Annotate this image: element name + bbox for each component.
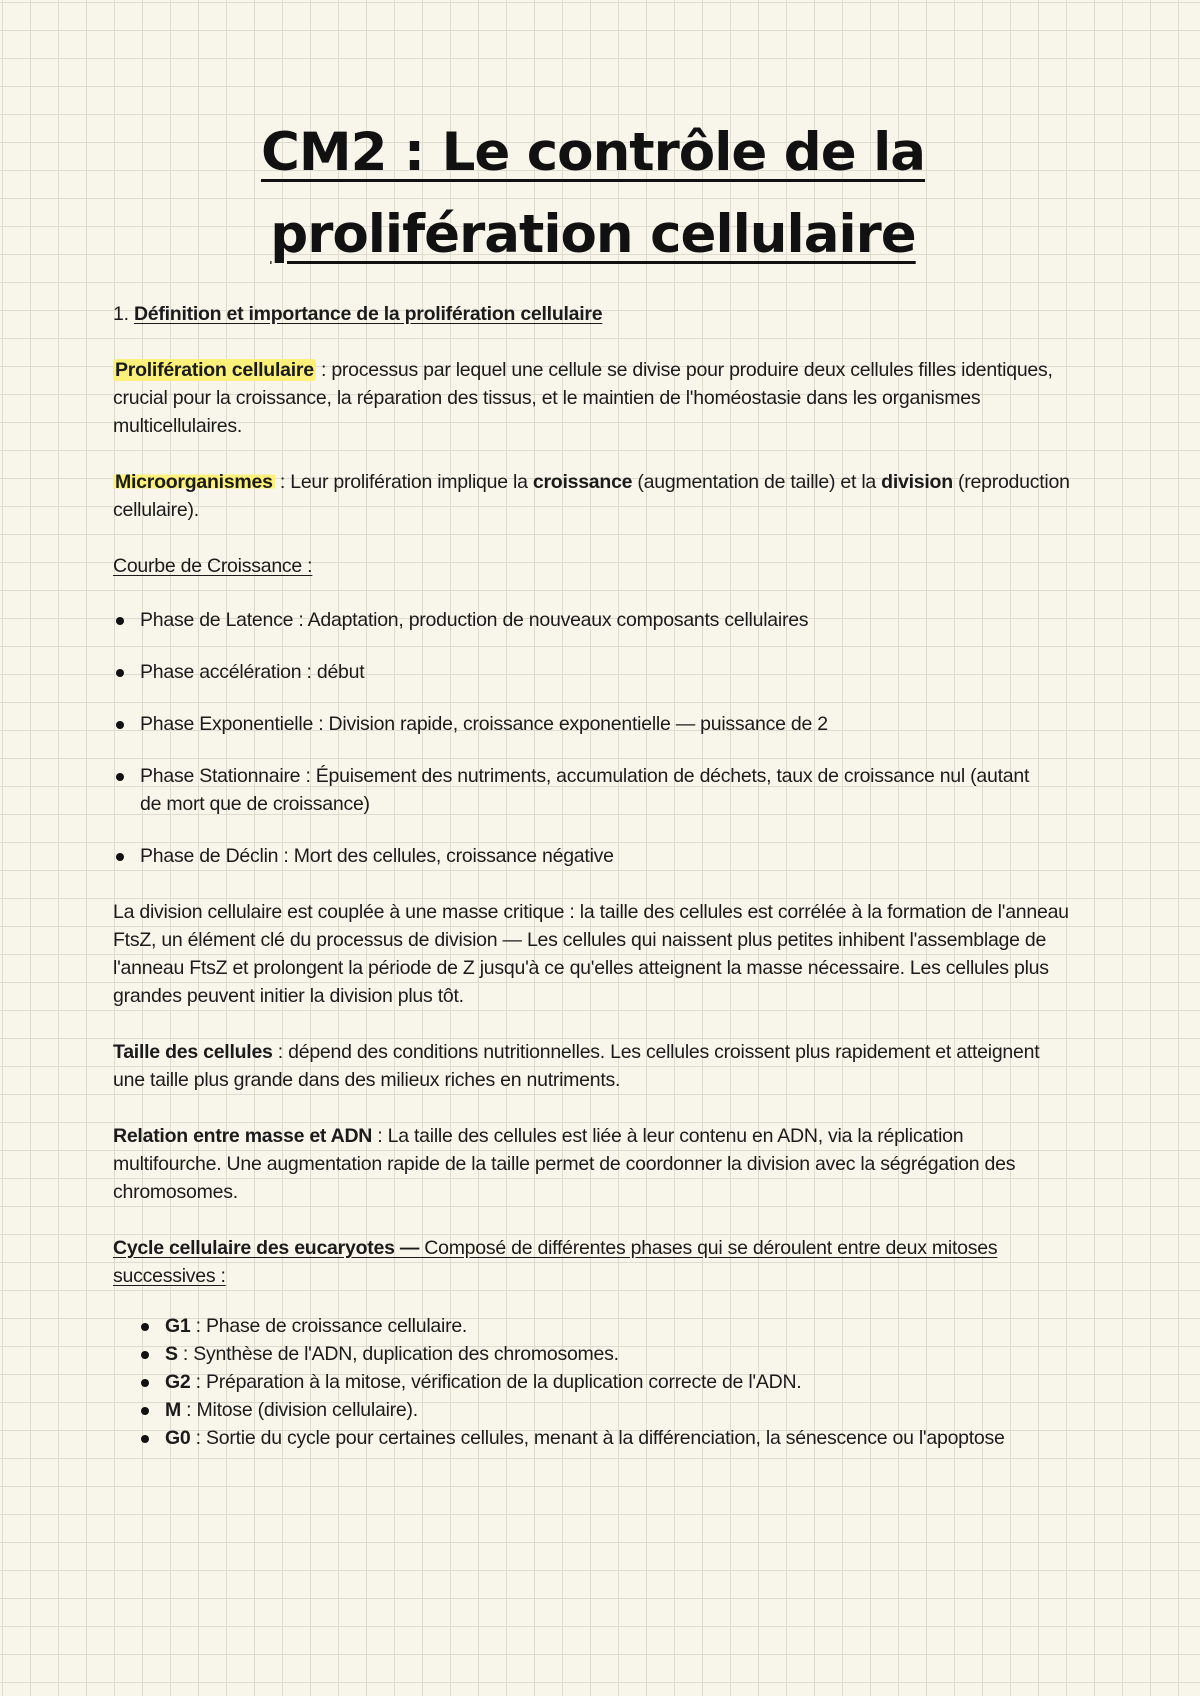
list-item: Phase Stationnaire : Épuisement des nutriments, accumulation de déchets, taux de croissance nul (autant de mort que de croissance) — [113, 762, 1040, 818]
phase-desc: : Sortie du cycle pour certaines cellules, menant à la différenciation, la sénescence ou l'apoptose — [190, 1427, 1005, 1449]
taille-text: : dépend des conditions nutritionnelles. Les cellules croissent plus rapidement et atteignent une taille plus grande dans des milieux riches en nutriments. — [113, 1041, 1040, 1091]
cycle-text: Composé de différentes phases qui se déroulent entre deux mitoses successives : — [113, 1237, 998, 1287]
term-taille: Taille des cellules — [113, 1041, 273, 1063]
term-relation: Relation entre masse et ADN — [113, 1125, 373, 1147]
list-item — [113, 1368, 1073, 1396]
title-line-2: prolifération cellulaire — [270, 204, 916, 265]
list-item — [113, 1424, 1073, 1452]
term-croissance: croissance — [532, 471, 633, 493]
growth-phase-list — [113, 606, 1073, 894]
term-microorganismes: Microorganismes — [115, 471, 273, 493]
term-cycle: Cycle cellulaire des eucaryotes — — [113, 1237, 420, 1259]
list-item: Phase accélération : début — [113, 658, 1073, 686]
paragraph-microorganismes — [113, 468, 1073, 524]
paragraph-taille — [113, 1038, 1073, 1094]
phase-desc: : Synthèse de l'ADN, duplication des chromosomes. — [177, 1343, 619, 1365]
paragraph-division: La division cellulaire est couplée à une masse critique : la taille des cellules est corrélée à la formation de l'anneau FtsZ, un élément clé du processus de division — Les cellules qui naissent plus petites inhibent l'assemblage de l'anneau FtsZ et prolongent la période de Z jusqu'à ce qu'elles atteignent la masse nécessaire. Les cellules plus grandes peuvent initier la division plus tôt. — [113, 901, 1069, 1007]
document-page — [113, 112, 1073, 1449]
microorganismes-text-2: (augmentation de taille) et la — [632, 471, 882, 493]
phase-desc: : Mitose (division cellulaire). — [181, 1399, 418, 1421]
section-heading — [113, 300, 602, 328]
phase-desc: : Préparation à la mitose, vérification de la duplication correcte de l'ADN. — [190, 1371, 802, 1393]
phase-key: G2 — [165, 1371, 191, 1393]
list-item: Phase de Déclin : Mort des cellules, croissance négative — [113, 842, 1073, 870]
phase-key: G1 — [165, 1315, 191, 1337]
list-item — [113, 1396, 1073, 1424]
microorganismes-text-3: (reproduction cellulaire). — [113, 471, 1070, 521]
page-title — [113, 112, 1073, 276]
phase-key: G0 — [165, 1427, 191, 1449]
term-proliferation: Prolifération cellulaire — [115, 359, 314, 381]
phase-key: S — [165, 1343, 178, 1365]
microorganismes-text-1: : Leur prolifération implique la — [274, 471, 533, 493]
list-item — [113, 1340, 1073, 1368]
courbe-heading: Courbe de Croissance : — [113, 555, 313, 577]
list-item — [113, 1312, 1073, 1340]
section-heading-text: Définition et importance de la prolifération cellulaire — [133, 303, 603, 325]
paragraph-proliferation — [113, 356, 1073, 440]
section-number: 1. — [113, 303, 129, 325]
proliferation-definition: : processus par lequel une cellule se divise pour produire deux cellules filles identiques, crucial pour la croissance, la réparation des tissus, et le maintien de l'homéostasie dans les organismes multicellulaires. — [113, 359, 1053, 437]
list-item: Phase Exponentielle : Division rapide, croissance exponentielle — puissance de 2 — [113, 710, 1073, 738]
term-division: division — [881, 471, 953, 493]
phase-key: M — [165, 1399, 181, 1421]
cycle-phase-list — [113, 1312, 1073, 1452]
paragraph-cycle — [113, 1234, 1073, 1290]
list-item: Phase de Latence : Adaptation, production de nouveaux composants cellulaires — [113, 606, 1073, 634]
phase-desc: : Phase de croissance cellulaire. — [190, 1315, 468, 1337]
relation-text: : La taille des cellules est liée à leur contenu en ADN, via la réplication multifourche. Une augmentation rapide de la taille permet de coordonner la division avec la ségrégation des chromosomes. — [113, 1125, 1016, 1203]
paragraph-relation — [113, 1122, 1073, 1206]
title-line-1: CM2 : Le contrôle de la — [260, 122, 926, 183]
